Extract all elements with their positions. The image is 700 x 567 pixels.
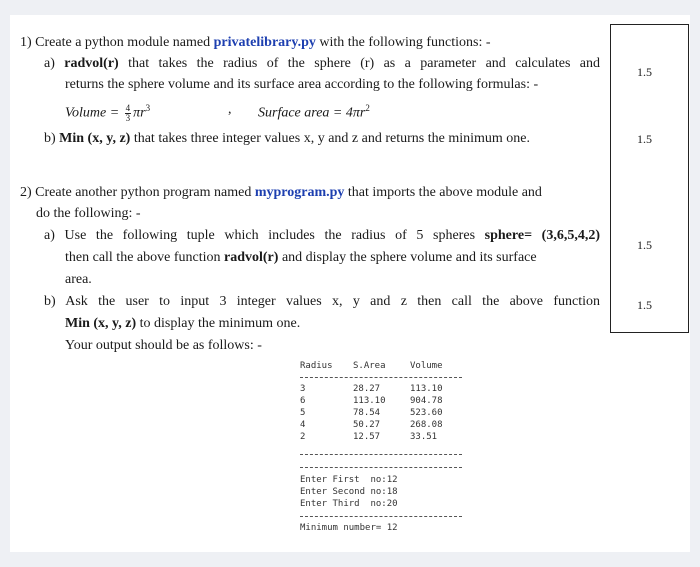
question-sheet (10, 15, 690, 552)
q1-number: 1) (20, 35, 32, 50)
table-cell: 3 (300, 384, 306, 394)
square-exponent: 2 (365, 103, 370, 113)
q2b-line1 (44, 293, 600, 311)
q2a-marker: a) (44, 228, 55, 243)
q2a-tuple: sphere= (3,6,5,4,2) (484, 228, 601, 243)
q2-intro: Create another python program named (35, 185, 252, 200)
fraction-numerator: 4 (125, 102, 131, 113)
q2a-line2 (65, 249, 537, 267)
four-thirds-fraction (125, 104, 132, 123)
table-cell: 113.10 (410, 384, 443, 394)
table-cell: 113.10 (353, 396, 386, 406)
q1b-marker: b) (44, 131, 56, 146)
q1-intro: Create a python module named (35, 35, 211, 50)
volume-formula (65, 99, 150, 123)
output-note: Your output should be as follows: - (65, 338, 262, 353)
table-cell: 904.78 (410, 396, 443, 406)
table-cell: 268.08 (410, 420, 443, 430)
table-cell: 523.60 (410, 408, 443, 418)
q2-intro-line2: do the following: - (36, 206, 141, 221)
q2b-marker: b) (44, 294, 56, 309)
header-separator (300, 377, 462, 378)
q2a-text4: area. (65, 272, 92, 287)
table-cell: 28.27 (353, 384, 381, 394)
q2a-text1: Use the following tuple which includes the radius of 5 spheres (64, 228, 476, 243)
q1a-text2: returns the sphere volume and its surface area according to the following formulas: - (65, 77, 539, 92)
q1b-line (44, 130, 530, 148)
q1-heading (20, 34, 491, 52)
minimum-separator (300, 516, 462, 517)
area-label: Surface area = 4πr (258, 105, 366, 121)
table-cell: 2 (300, 432, 306, 442)
q1b-text: that takes three integer values x, y and z and returns the minimum one. (133, 131, 530, 146)
q1-module-name: privatelibrary.py (213, 35, 316, 50)
prompt-top-separator (300, 467, 462, 468)
table-cell: 12.57 (353, 432, 381, 442)
minimum-result: Minimum number= 12 (300, 523, 398, 533)
area-formula (258, 99, 370, 123)
q1a-function: radvol(r) (64, 56, 119, 71)
formula-separator: , (228, 102, 232, 117)
table-cell: 50.27 (353, 420, 381, 430)
col-header-radius: Radius (300, 361, 333, 371)
table-cell: 6 (300, 396, 306, 406)
q1a-text1: that takes the radius of the sphere (r) as a parameter and calculates and (128, 56, 600, 71)
q2b-text2: to display the minimum one. (139, 316, 301, 331)
q2b-score: 1.5 (637, 298, 652, 312)
pi-r: πr (133, 105, 146, 121)
col-header-area: S.Area (353, 361, 386, 371)
q1a-marker: a) (44, 56, 55, 71)
table-cell: 4 (300, 420, 306, 430)
q1a-score: 1.5 (637, 65, 652, 79)
table-cell: 5 (300, 408, 306, 418)
q2-heading (20, 184, 542, 202)
fraction-denominator: 3 (125, 112, 131, 123)
volume-label: Volume = (65, 105, 120, 121)
q2b-function: Min (x, y, z) (65, 316, 137, 331)
table-cell: 78.54 (353, 408, 381, 418)
prompt-second: Enter Second no:18 (300, 487, 398, 497)
q1b-function: Min (x, y, z) (59, 131, 131, 146)
q2b-line2 (65, 315, 300, 333)
col-header-volume: Volume (410, 361, 443, 371)
q2-intro-end: that imports the above module and (347, 185, 542, 200)
q2a-score: 1.5 (637, 238, 652, 252)
prompt-third: Enter Third no:20 (300, 499, 398, 509)
q1b-score: 1.5 (637, 132, 652, 146)
prompt-first: Enter First no:12 (300, 475, 398, 485)
q2b-text1: Ask the user to input 3 integer values x, y and z then call the above function (65, 294, 600, 309)
table-bottom-separator (300, 454, 462, 455)
q2-number: 2) (20, 185, 32, 200)
q2-program-name: myprogram.py (254, 185, 345, 200)
q2a-text3: and display the sphere volume and its surface (281, 250, 537, 265)
cube-exponent: 3 (145, 103, 151, 113)
q1-intro-end: with the following functions: - (319, 35, 491, 50)
q2a-function: radvol(r) (224, 250, 279, 265)
q2a-line1 (44, 227, 600, 245)
q1a-line1 (44, 55, 600, 73)
table-cell: 33.51 (410, 432, 438, 442)
q2a-text2: then call the above function (65, 250, 221, 265)
